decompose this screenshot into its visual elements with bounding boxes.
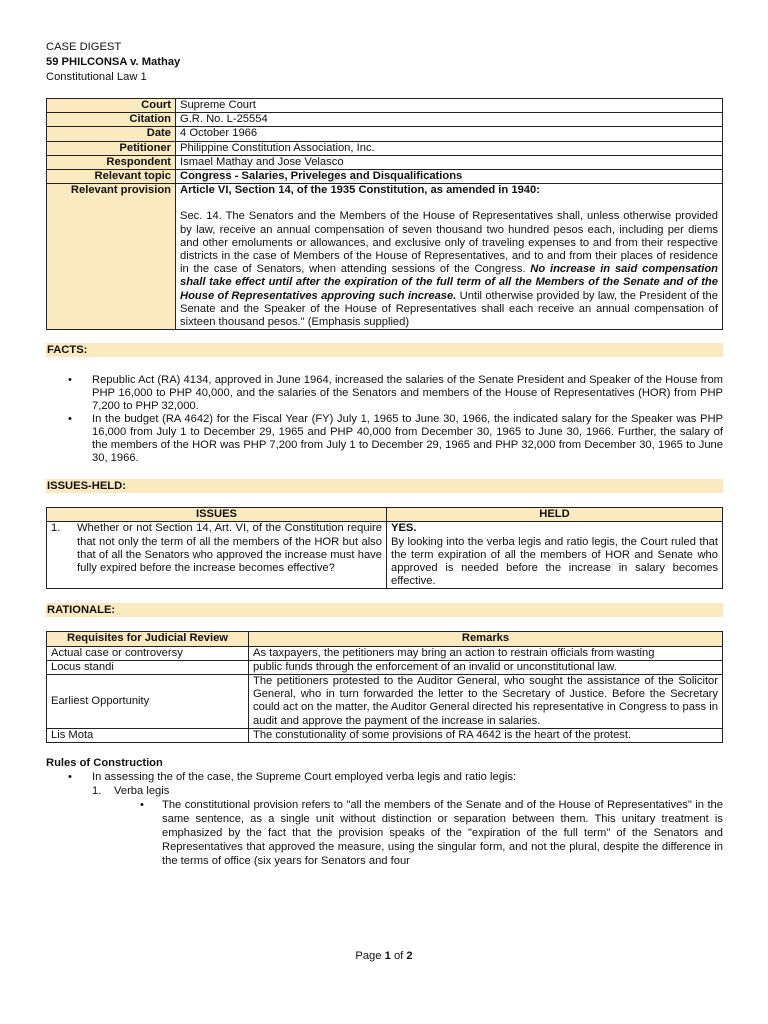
list-item: • Republic Act (RA) 4134, approved in June 1964, increased the salaries of the Senate President and Speaker of the House from PHP 16,000 to PHP 40,000, and the salaries of the Senators and members of the House of Representatives (HOR) from PHP 7,200 to PHP 32,000. [68,374,723,413]
requisite-cell: Lis Mota [47,728,249,742]
issue-text: Whether or not Section 14, Art. VI, of the Constitution require that not only the term of all the members of the HOR but also that of all the Senators who approved the increase must have fully expired before the increase becomes effective? [77,522,382,575]
provision-heading: Article VI, Section 14, of the 1935 Constitution, as amended in 1940: [180,184,540,197]
bullet-icon: • [140,799,144,812]
provision-cell [176,184,723,330]
info-label: Date [47,127,176,141]
info-label: Relevant topic [47,170,176,184]
bullet-icon: • [68,771,72,784]
info-label: Citation [47,113,176,127]
remark-cell: As taxpayers, the petitioners may bring an action to restrain officials from wasting [249,646,723,660]
rationale-table [46,631,723,743]
construction-heading: Rules of Construction [46,757,163,770]
provision-emphasis: No increase in said compensation shall take effect until after the expiration of the full term of all the Members of the Senate and of the House of Representatives approving such increase. [180,263,718,302]
table-row [47,660,723,674]
list-item: • In the budget (RA 4642) for the Fiscal Year (FY) July 1, 1965 to June 30, 1966, the indicated salary for the Speaker was PHP 16,000 from July 1 to December 29, 1965 and PHP 40,000 from December 30, 1965 to June 30, 1966. Further, the salary of the members of the HOR was PHP 7,200 from July 1 to December 29, 1965 and PHP 32,000 from December 30, 1965 to June 30, 1966. [68,413,723,465]
case-title: 59 PHILCONSA v. Mathay [46,56,181,68]
construction-text: In assessing the of the case, the Supreme Court employed verba legis and ratio legis: [92,771,517,784]
info-value: Ismael Mathay and Jose Velasco [176,155,723,169]
facts-list [46,374,723,465]
info-label: Respondent [47,155,176,169]
info-row [47,141,723,155]
page-total: 2 [406,950,413,962]
construction-item [46,770,723,784]
page-number: 1 [384,950,391,962]
doc-type: CASE DIGEST [46,41,122,53]
issues-held-heading: ISSUES-HELD: [46,479,723,493]
construction-subitem [46,784,723,798]
info-row [47,127,723,141]
facts-heading: FACTS: [46,343,723,357]
remark-cell: The petitioners protested to the Auditor General, who sought the assistance of the Solicitor General, who in turn forwarded the letter to the Secretary of Justice. Before the Secretary could act on the matter, the Auditor General directed his representative in Congress to pass in audit and approve the payment of the increase in salaries. [249,675,723,729]
page-footer [0,950,768,962]
remark-cell: public funds through the enforcement of an invalid or unconstitutional law. [249,660,723,674]
document-page [46,40,723,868]
page-word: Page [355,950,382,962]
held-text: By looking into the verba legis and ratio legis, the Court ruled that the term expiration of all the members of HOR and Senate who approved is needed before the increase in salary becomes effective. [391,535,718,588]
info-label: Court [47,99,176,113]
bullet-icon: • [68,413,72,426]
of-word: of [393,950,404,962]
issues-held-table [46,507,723,589]
table-row [47,675,723,729]
info-row [47,170,723,184]
issue-cell [47,522,387,589]
requisite-cell: Actual case or controversy [47,646,249,660]
info-row [47,113,723,127]
info-value: Supreme Court [176,99,723,113]
info-value: Philippine Constitution Association, Inc. [176,141,723,155]
info-row [47,155,723,169]
held-cell [387,522,723,589]
held-answer: YES. [391,522,417,535]
document-header [46,40,723,85]
info-value: Congress - Salaries, Priveleges and Disqualifications [176,170,723,184]
rationale-heading: RATIONALE: [46,603,723,617]
subitem-number: 1. [92,785,102,798]
issue-number: 1. [51,522,61,535]
table-row [47,646,723,660]
requisite-cell: Earliest Opportunity [47,675,249,729]
table-row [47,522,723,589]
table-header-row [47,508,723,522]
column-header-held: HELD [387,508,723,522]
provision-label: Relevant provision [47,184,176,330]
subitem-label: Verba legis [114,785,170,798]
case-info-table [46,98,723,330]
provision-text-a: Sec. 14. The Senators and the Members of the House of Representatives shall, unless otherwise provided by law, receive an annual compensation of seven thousand two hundred pesos each, including per diems and other emoluments or allowances, and exclusive only of traveling expenses to and from their respective districts in the case of Members of the House of Representatives, and to and from their places of residence in the case of Senators, when attending sessions of the Congress. [180,210,718,276]
table-row [47,728,723,742]
detail-text: The constitutional provision refers to "all the members of the Senate and of the House of Representatives" in the same sentence, as a single unit without distinction or separation between them. This unitary treatment is emphasized by the fact that the provision speaks of the "expiration of the full term" of the Senators and Representatives that approved the measure, using the singular form, and not the plural, despite the difference in the terms of office (six years for Senators and four [162,799,723,868]
course-name: Constitutional Law 1 [46,71,147,83]
column-header-remarks: Remarks [249,632,723,646]
construction-detail [46,798,723,868]
info-row [47,99,723,113]
bullet-icon: • [68,374,72,387]
remark-cell: The constutionality of some provisions of RA 4642 is the heart of the protest. [249,728,723,742]
info-label: Petitioner [47,141,176,155]
table-header-row [47,632,723,646]
column-header-requisites: Requisites for Judicial Review [47,632,249,646]
provision-text [180,210,718,329]
column-header-issues: ISSUES [47,508,387,522]
provision-row [47,184,723,330]
requisite-cell: Locus standi [47,660,249,674]
provision-text-b: Until otherwise provided by law, the President of the Senate and the Speaker of the House of Representatives shall each receive an annual compensation of sixteen thousand pesos." (Emphasis supplied) [180,289,718,329]
info-value: G.R. No. L-25554 [176,113,723,127]
info-value: 4 October 1966 [176,127,723,141]
